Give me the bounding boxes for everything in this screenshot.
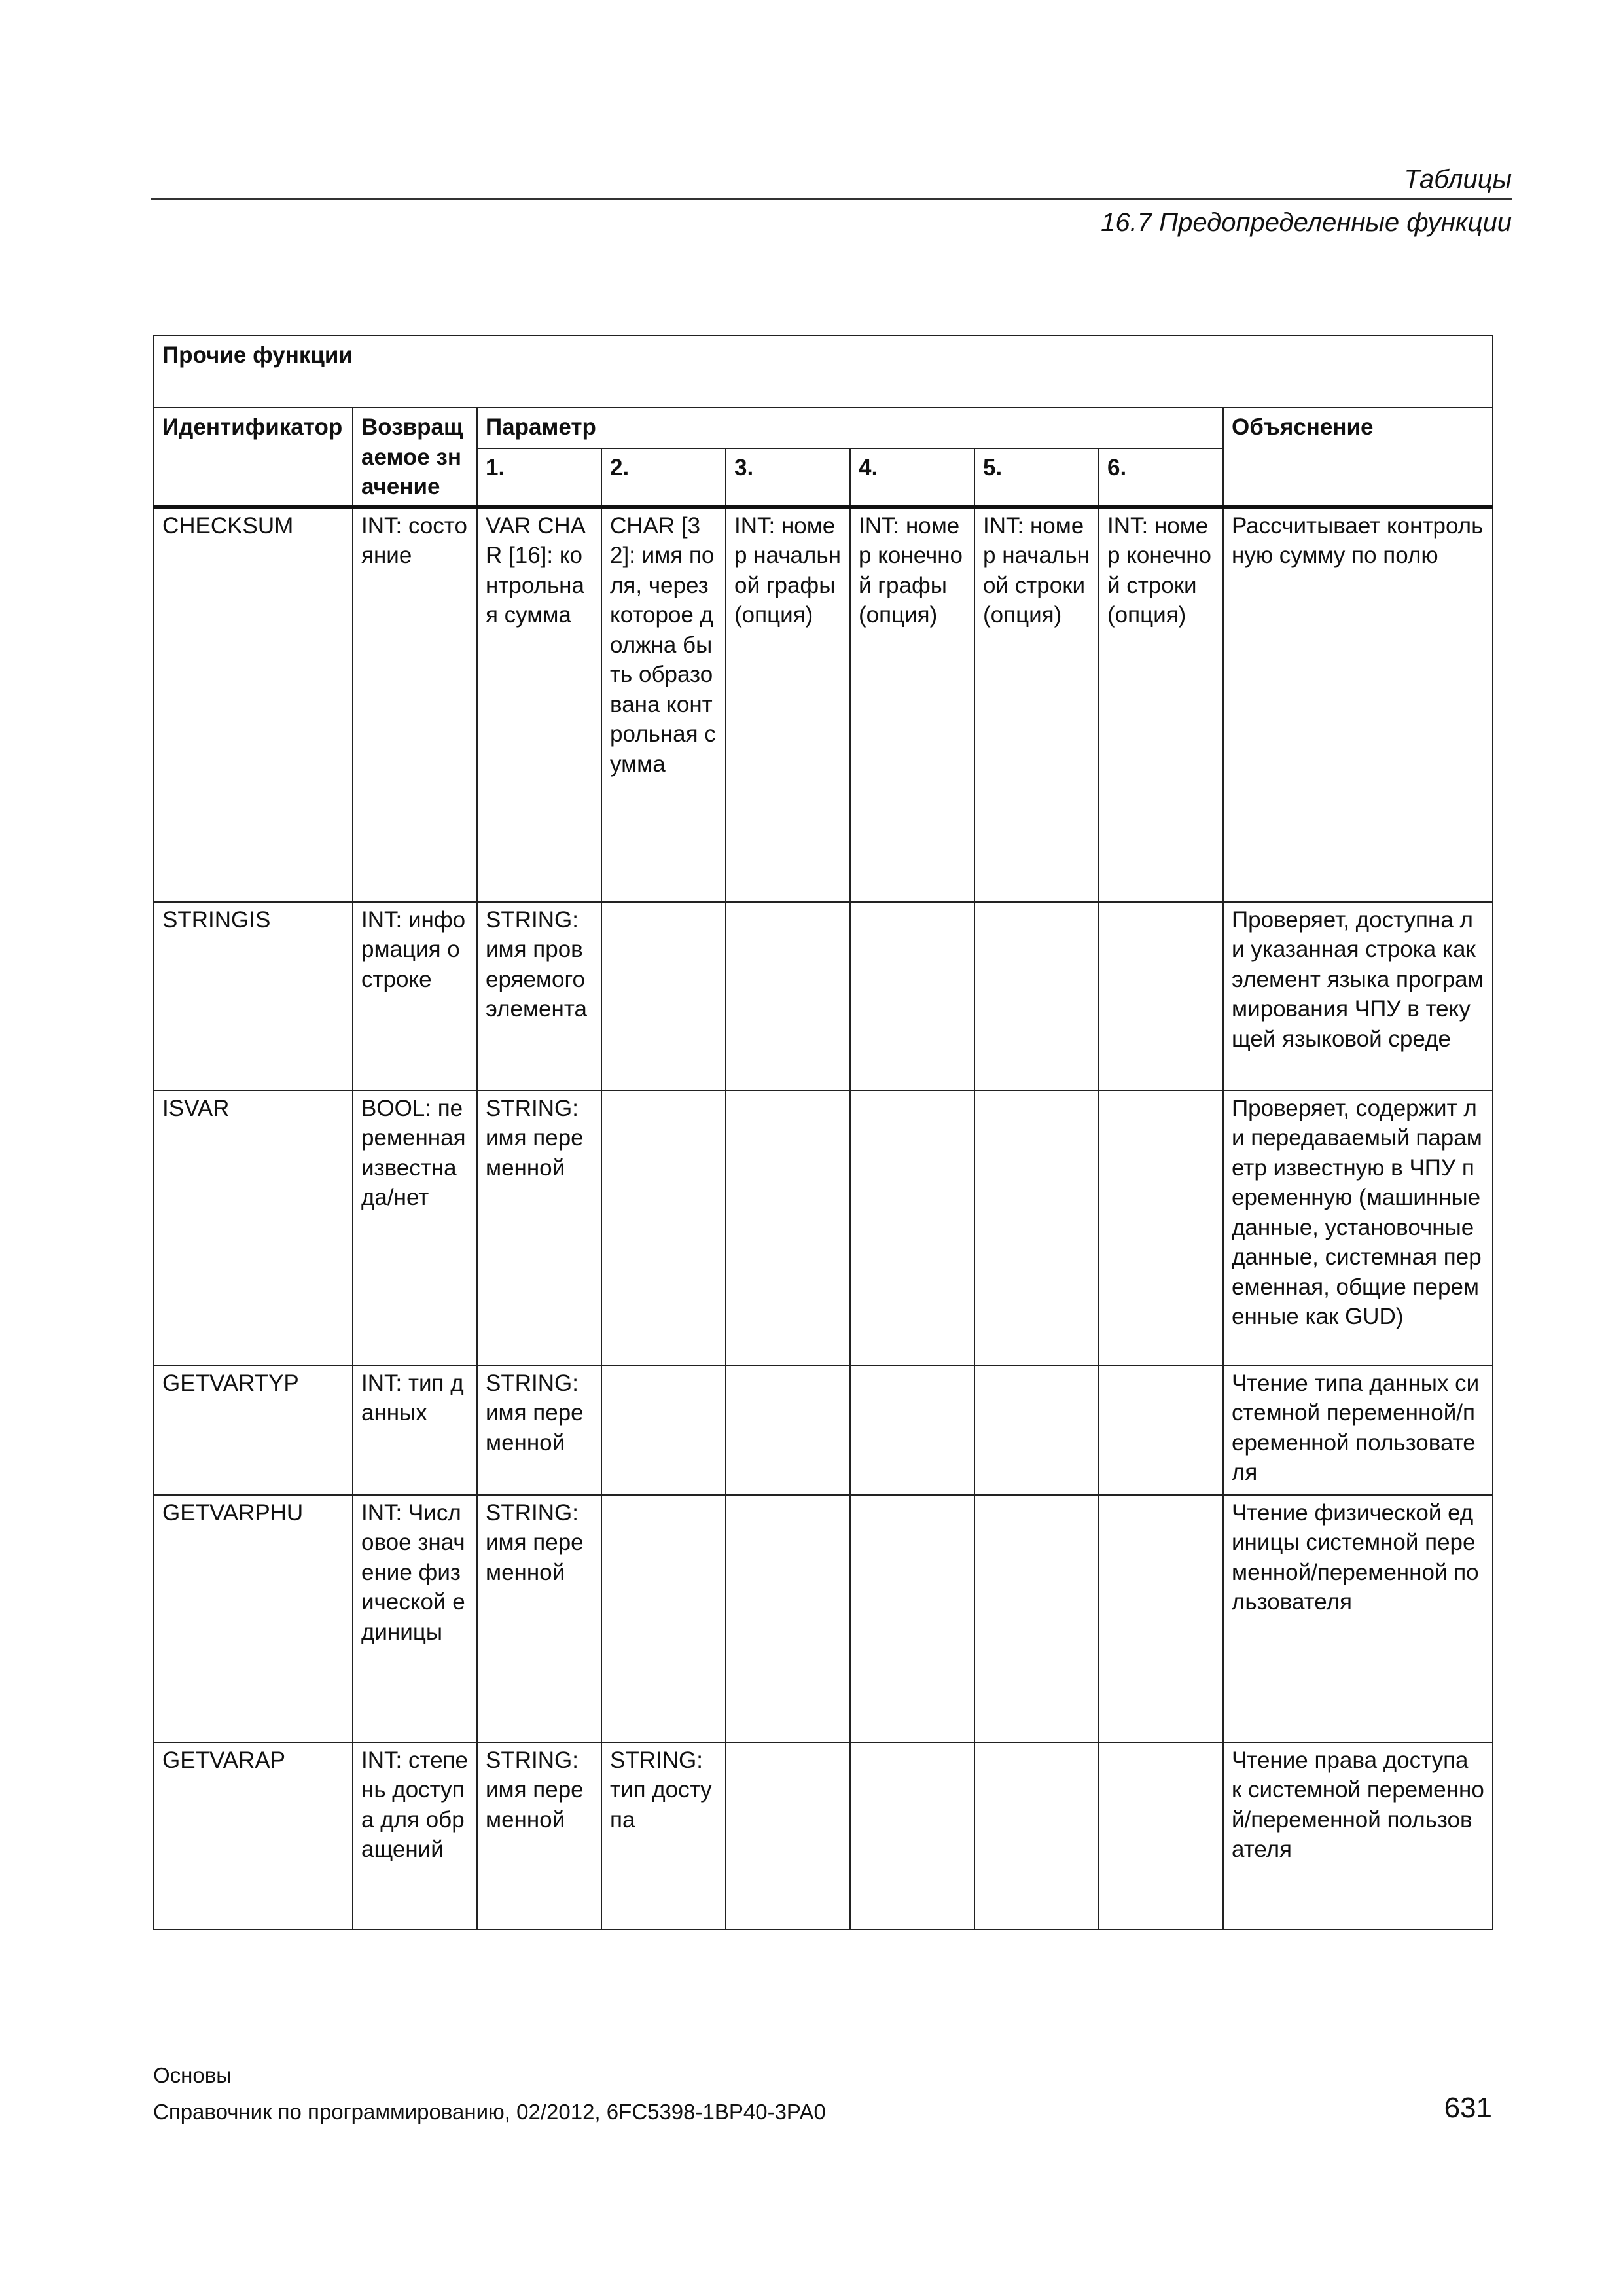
cell-param-1: STRING: имя переменной — [477, 1090, 601, 1365]
cell-param-5 — [974, 1365, 1099, 1495]
cell-param-5: INT: номер начальной строки (опция) — [974, 507, 1099, 902]
cell-explanation: Чтение права доступа к системной переменной/переменной пользователя — [1223, 1742, 1493, 1929]
cell-param-5 — [974, 1090, 1099, 1365]
col-header-return-value: Возвращаемое значение — [353, 408, 477, 507]
running-header-section: 16.7 Предопределенные функции — [1101, 208, 1512, 237]
cell-param-4 — [850, 1495, 974, 1742]
page-number: 631 — [1444, 2092, 1492, 2124]
cell-param-3: INT: номер начальной графы (опция) — [726, 507, 850, 902]
cell-param-4 — [850, 1090, 974, 1365]
cell-return-value: INT: степень доступа для обращений — [353, 1742, 477, 1929]
cell-param-5 — [974, 1742, 1099, 1929]
cell-param-2 — [601, 1090, 726, 1365]
cell-return-value: INT: тип данных — [353, 1365, 477, 1495]
col-header-param-3: 3. — [726, 448, 850, 507]
cell-return-value: INT: Числовое значение физической единицы — [353, 1495, 477, 1742]
cell-identifier: GETVARAP — [154, 1742, 353, 1929]
cell-explanation: Чтение типа данных системной переменной/переменной пользователя — [1223, 1365, 1493, 1495]
table-row — [154, 1090, 1493, 1365]
table-row — [154, 1365, 1493, 1495]
running-header-chapter: Таблицы — [1404, 165, 1512, 194]
cell-param-6 — [1099, 1090, 1223, 1365]
cell-param-4 — [850, 1742, 974, 1929]
cell-param-3 — [726, 1742, 850, 1929]
cell-explanation: Проверяет, содержит ли передаваемый параметр известную в ЧПУ переменную (машинные данные, установочные данные, системная переменная, общие переменные как GUD) — [1223, 1090, 1493, 1365]
cell-return-value: INT: состояние — [353, 507, 477, 902]
header-rule — [151, 198, 1512, 200]
col-header-explanation: Объяснение — [1223, 408, 1493, 507]
cell-param-4 — [850, 1365, 974, 1495]
cell-identifier: GETVARPHU — [154, 1495, 353, 1742]
cell-param-2 — [601, 1495, 726, 1742]
cell-param-1: STRING: имя переменной — [477, 1742, 601, 1929]
col-header-param-1: 1. — [477, 448, 601, 507]
cell-param-1: VAR CHAR [16]: контрольная сумма — [477, 507, 601, 902]
col-header-param-5: 5. — [974, 448, 1099, 507]
cell-param-6 — [1099, 1365, 1223, 1495]
cell-identifier: STRINGIS — [154, 902, 353, 1090]
cell-explanation: Проверяет, доступна ли указанная строка как элемент языка программирования ЧПУ в текущей языковой среде — [1223, 902, 1493, 1090]
table-row — [154, 1742, 1493, 1929]
footer-book-title: Основы — [153, 2063, 232, 2087]
cell-param-6 — [1099, 1495, 1223, 1742]
col-header-param-4: 4. — [850, 448, 974, 507]
cell-param-6 — [1099, 902, 1223, 1090]
cell-return-value: INT: информация о строке — [353, 902, 477, 1090]
col-header-param-2: 2. — [601, 448, 726, 507]
cell-param-1: STRING: имя проверяемого элемента — [477, 902, 601, 1090]
table-row — [154, 507, 1493, 902]
cell-return-value: BOOL: переменная известна да/нет — [353, 1090, 477, 1365]
cell-param-4 — [850, 902, 974, 1090]
cell-param-3 — [726, 902, 850, 1090]
cell-identifier: GETVARTYP — [154, 1365, 353, 1495]
other-functions-table — [153, 335, 1493, 1930]
cell-identifier: CHECKSUM — [154, 507, 353, 902]
cell-param-2: CHAR [32]: имя поля, через которое должна быть образована контрольная сумма — [601, 507, 726, 902]
cell-param-4: INT: номер конечной графы (опция) — [850, 507, 974, 902]
footer-reference: Справочник по программированию, 02/2012, 6FC5398-1BP40-3PA0 — [153, 2100, 826, 2124]
col-header-parameter: Параметр — [477, 408, 1223, 448]
table-row — [154, 902, 1493, 1090]
table-row — [154, 1495, 1493, 1742]
col-header-identifier: Идентификатор — [154, 408, 353, 507]
cell-param-6 — [1099, 1742, 1223, 1929]
cell-param-2 — [601, 902, 726, 1090]
cell-param-3 — [726, 1495, 850, 1742]
cell-param-3 — [726, 1090, 850, 1365]
cell-param-5 — [974, 1495, 1099, 1742]
cell-param-6: INT: номер конечной строки (опция) — [1099, 507, 1223, 902]
cell-param-5 — [974, 902, 1099, 1090]
cell-param-3 — [726, 1365, 850, 1495]
cell-param-1: STRING: имя переменной — [477, 1495, 601, 1742]
cell-param-2: STRING: тип доступа — [601, 1742, 726, 1929]
cell-param-1: STRING: имя переменной — [477, 1365, 601, 1495]
cell-explanation: Рассчитывает контрольную сумму по полю — [1223, 507, 1493, 902]
col-header-param-6: 6. — [1099, 448, 1223, 507]
table-caption: Прочие функции — [154, 336, 1493, 408]
cell-explanation: Чтение физической единицы системной переменной/переменной пользователя — [1223, 1495, 1493, 1742]
cell-identifier: ISVAR — [154, 1090, 353, 1365]
cell-param-2 — [601, 1365, 726, 1495]
table-body — [154, 507, 1493, 1929]
